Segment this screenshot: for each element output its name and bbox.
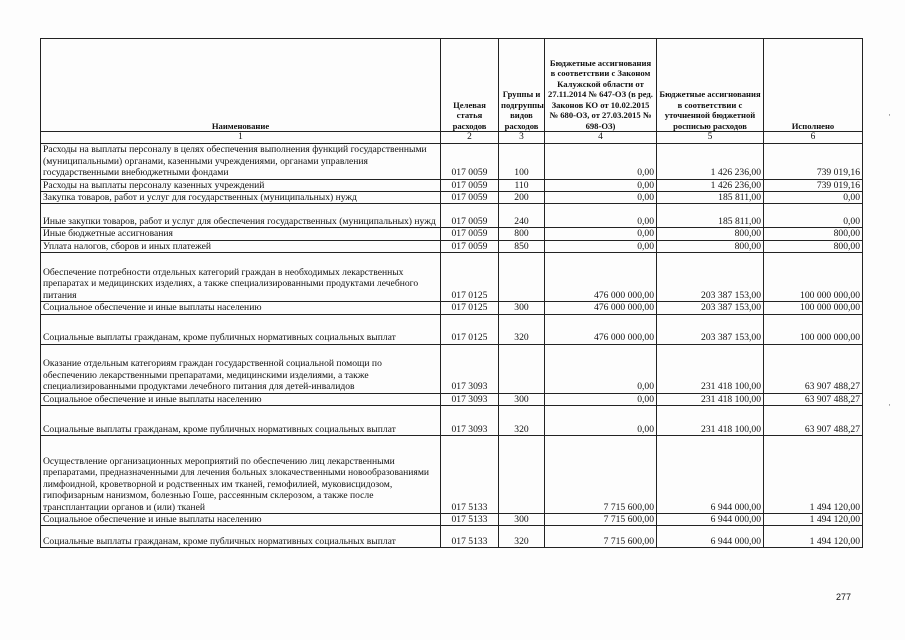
row-target-article: 017 0125 (441, 253, 499, 302)
row-name: Социальное обеспечение и иные выплаты населению (41, 514, 441, 526)
row-allocations-schedule: 203 387 153,00 (657, 302, 764, 314)
row-executed: 100 000 000,00 (764, 314, 863, 344)
row-expense-group: 300 (499, 393, 545, 405)
row-target-article: 017 3093 (441, 344, 499, 393)
row-allocations-schedule: 185 811,00 (657, 192, 764, 204)
row-target-article: 017 0059 (441, 179, 499, 191)
row-allocations-law: 0,00 (545, 344, 657, 393)
row-expense-group (499, 344, 545, 393)
row-allocations-law: 7 715 600,00 (545, 526, 657, 548)
row-expense-group: 320 (499, 314, 545, 344)
table-row (41, 228, 863, 240)
row-allocations-law: 7 715 600,00 (545, 436, 657, 514)
table-row (41, 526, 863, 548)
table-row (41, 240, 863, 252)
row-executed: 0,00 (764, 204, 863, 228)
column-number: 5 (657, 132, 764, 144)
row-allocations-law: 476 000 000,00 (545, 253, 657, 302)
row-expense-group: 100 (499, 144, 545, 179)
row-expense-group: 300 (499, 302, 545, 314)
row-name: Обеспечение потребности отдельных категорий граждан в необходимых лекарственных препаратах и медицинских изделиях, а также специализированными продуктами лечебного питания (41, 253, 441, 302)
row-allocations-schedule: 6 944 000,00 (657, 436, 764, 514)
header-allocations-schedule: Бюджетные ассигнования в соответствии с уточненной бюджетной росписью расходов (657, 39, 764, 132)
row-allocations-schedule: 800,00 (657, 228, 764, 240)
row-allocations-law: 476 000 000,00 (545, 302, 657, 314)
row-name: Социальное обеспечение и иные выплаты населению (41, 302, 441, 314)
budget-execution-table (40, 38, 863, 548)
row-allocations-schedule: 231 418 100,00 (657, 406, 764, 436)
row-target-article: 017 3093 (441, 393, 499, 405)
row-name: Социальные выплаты гражданам, кроме публичных нормативных социальных выплат (41, 406, 441, 436)
column-number: 1 (41, 132, 441, 144)
row-executed: 100 000 000,00 (764, 302, 863, 314)
row-target-article: 017 0059 (441, 192, 499, 204)
row-executed: 1 494 120,00 (764, 514, 863, 526)
row-executed: 0,00 (764, 192, 863, 204)
header-expense-groups: Группы и подгруппы видов расходов (499, 39, 545, 132)
column-number-row (41, 132, 863, 144)
row-allocations-law: 0,00 (545, 204, 657, 228)
row-allocations-schedule: 6 944 000,00 (657, 514, 764, 526)
column-number: 3 (499, 132, 545, 144)
row-executed: 800,00 (764, 240, 863, 252)
row-expense-group: 300 (499, 514, 545, 526)
header-executed: Исполнено (764, 39, 863, 132)
row-allocations-law: 0,00 (545, 144, 657, 179)
row-allocations-schedule: 800,00 (657, 240, 764, 252)
table-row (41, 192, 863, 204)
header-target-article: Целевая статья расходов (441, 39, 499, 132)
row-executed: 1 494 120,00 (764, 526, 863, 548)
row-target-article: 017 0059 (441, 228, 499, 240)
table-row (41, 179, 863, 191)
row-expense-group: 200 (499, 192, 545, 204)
row-target-article: 017 0059 (441, 240, 499, 252)
table-row (41, 144, 863, 179)
row-allocations-law: 0,00 (545, 192, 657, 204)
row-allocations-schedule: 6 944 000,00 (657, 526, 764, 548)
row-name: Социальные выплаты гражданам, кроме публичных нормативных социальных выплат (41, 314, 441, 344)
table-row (41, 314, 863, 344)
row-name: Иные бюджетные ассигнования (41, 228, 441, 240)
row-allocations-schedule: 203 387 153,00 (657, 314, 764, 344)
table-row (41, 253, 863, 302)
page-number: 277 (836, 592, 852, 602)
header-allocations-law: Бюджетные ассигнования в соответствии с Законом Калужской области от 27.11.2014 № 647-ОЗ (в ред. Законов КО от 10.02.2015 № 680-ОЗ, от 27.03.2015 № 698-ОЗ) (545, 39, 657, 132)
row-allocations-law: 0,00 (545, 240, 657, 252)
header-name: Наименование (41, 39, 441, 132)
row-expense-group: 800 (499, 228, 545, 240)
row-name: Социальные выплаты гражданам, кроме публичных нормативных социальных выплат (41, 526, 441, 548)
row-name: Закупка товаров, работ и услуг для государственных (муниципальных) нужд (41, 192, 441, 204)
row-target-article: 017 0125 (441, 302, 499, 314)
row-executed: 800,00 (764, 228, 863, 240)
table-row (41, 436, 863, 514)
row-expense-group: 320 (499, 406, 545, 436)
row-target-article: 017 0059 (441, 144, 499, 179)
row-expense-group (499, 253, 545, 302)
table-row (41, 406, 863, 436)
column-number: 4 (545, 132, 657, 144)
row-allocations-schedule: 203 387 153,00 (657, 253, 764, 302)
row-name: Расходы на выплаты персоналу казенных учреждений (41, 179, 441, 191)
row-target-article: 017 5133 (441, 514, 499, 526)
row-expense-group: 240 (499, 204, 545, 228)
row-target-article: 017 3093 (441, 406, 499, 436)
scan-mark: · (888, 400, 891, 410)
row-executed: 63 907 488,27 (764, 406, 863, 436)
row-target-article: 017 0059 (441, 204, 499, 228)
scan-mark: · (888, 110, 891, 120)
row-target-article: 017 0125 (441, 314, 499, 344)
row-name: Осуществление организационных мероприятий по обеспечению лиц лекарственными препаратами, предназначенными для лечения больных злокачественными новообразованиями лимфоидной, кроветворной и родственных им тканей, гемофилией, муковисцидозом, гипофизарным нанизмом, болезнью Гоше, рассеянным склерозом, а также после трансплантации органов и (или) тканей (41, 436, 441, 514)
row-executed: 100 000 000,00 (764, 253, 863, 302)
row-allocations-schedule: 185 811,00 (657, 204, 764, 228)
row-executed: 63 907 488,27 (764, 393, 863, 405)
table-header-row (41, 39, 863, 132)
row-executed: 739 019,16 (764, 144, 863, 179)
row-allocations-law: 0,00 (545, 228, 657, 240)
row-allocations-law: 476 000 000,00 (545, 314, 657, 344)
row-executed: 63 907 488,27 (764, 344, 863, 393)
row-allocations-law: 0,00 (545, 406, 657, 436)
table-body (41, 144, 863, 548)
row-allocations-schedule: 231 418 100,00 (657, 344, 764, 393)
row-expense-group: 850 (499, 240, 545, 252)
row-allocations-schedule: 1 426 236,00 (657, 144, 764, 179)
table-row (41, 514, 863, 526)
row-target-article: 017 5133 (441, 436, 499, 514)
row-name: Социальное обеспечение и иные выплаты населению (41, 393, 441, 405)
table-row (41, 204, 863, 228)
row-expense-group: 110 (499, 179, 545, 191)
row-name: Оказание отдельным категориям граждан государственной социальной помощи по обеспечению лекарственными препаратами, медицинскими изделиями, а также специализированными продуктами лечебного питания для детей-инвалидов (41, 344, 441, 393)
row-expense-group (499, 436, 545, 514)
row-name: Иные закупки товаров, работ и услуг для обеспечения государственных (муниципальных) нужд (41, 204, 441, 228)
row-executed: 1 494 120,00 (764, 436, 863, 514)
table-row (41, 302, 863, 314)
table-row (41, 344, 863, 393)
row-allocations-law: 0,00 (545, 179, 657, 191)
row-allocations-schedule: 231 418 100,00 (657, 393, 764, 405)
column-number: 6 (764, 132, 863, 144)
table-row (41, 393, 863, 405)
row-name: Расходы на выплаты персоналу в целях обеспечения выполнения функций государственными (муниципальными) органами, казенными учреждениями, органами управления государственными внебюджетными фондами (41, 144, 441, 179)
row-name: Уплата налогов, сборов и иных платежей (41, 240, 441, 252)
row-allocations-law: 7 715 600,00 (545, 514, 657, 526)
row-allocations-law: 0,00 (545, 393, 657, 405)
row-target-article: 017 5133 (441, 526, 499, 548)
row-executed: 739 019,16 (764, 179, 863, 191)
column-number: 2 (441, 132, 499, 144)
row-allocations-schedule: 1 426 236,00 (657, 179, 764, 191)
row-expense-group: 320 (499, 526, 545, 548)
